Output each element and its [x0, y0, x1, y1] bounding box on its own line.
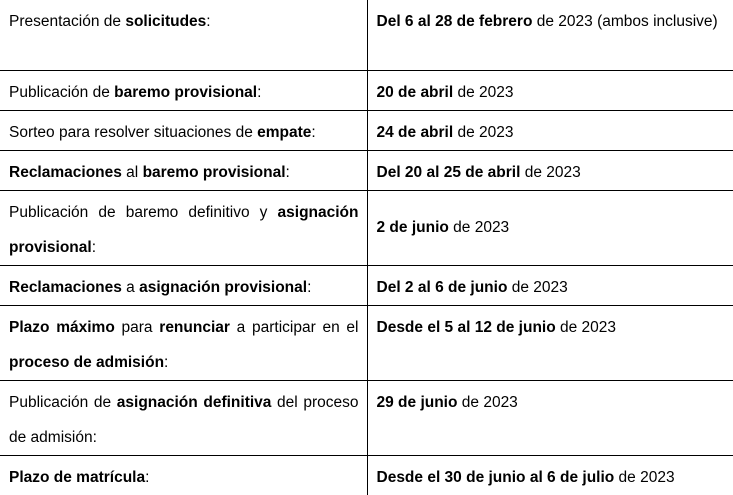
- bold-text: Del 6 al 28 de febrero: [376, 13, 533, 30]
- event-cell: [0, 190, 367, 265]
- table-row: [0, 0, 733, 70]
- text-segment: de 2023: [448, 219, 510, 236]
- table-row: [0, 110, 733, 150]
- bold-text: 2 de junio: [376, 219, 449, 236]
- text-segment: :: [307, 278, 312, 296]
- event-cell: [0, 0, 367, 70]
- date-cell: [367, 110, 733, 150]
- bold-text: solicitudes: [125, 13, 207, 30]
- bold-text: 29 de junio: [376, 393, 458, 411]
- text-segment: a participar en el: [229, 318, 359, 336]
- table-row: [0, 190, 733, 265]
- bold-text: Desde el 5 al 12 de junio: [376, 318, 556, 336]
- bold-text: Desde el 30 de junio al 6 de julio: [376, 468, 615, 486]
- bold-text: asignación definitiva: [116, 393, 272, 411]
- bold-text: Del 20 al 25 de abril: [376, 163, 521, 181]
- text-segment: de 2023: [520, 163, 581, 181]
- table-row: [0, 305, 733, 380]
- bold-text: baremo provisional: [142, 163, 286, 181]
- event-cell: [0, 150, 367, 190]
- bold-text: Del 2 al 6 de junio: [376, 278, 508, 296]
- text-segment: Sorteo para resolver situaciones de: [9, 123, 258, 141]
- event-cell: [0, 265, 367, 305]
- text-segment: de 2023 (ambos inclusive): [532, 13, 718, 30]
- text-segment: para: [114, 318, 160, 336]
- date-cell: [367, 0, 733, 70]
- text-segment: al: [121, 163, 143, 181]
- text-segment: de 2023: [555, 318, 617, 336]
- text-segment: a: [121, 278, 140, 296]
- bold-text: asignación provisional: [139, 278, 308, 296]
- text-segment: de 2023: [614, 468, 675, 486]
- text-segment: :: [164, 353, 169, 371]
- date-cell: [367, 70, 733, 110]
- date-cell: [367, 305, 733, 380]
- bold-text: Reclamaciones: [9, 278, 122, 296]
- bold-text: renunciar: [159, 318, 230, 336]
- text-segment: :: [145, 468, 150, 486]
- text-segment: de 2023: [453, 83, 514, 101]
- date-cell: [367, 380, 733, 455]
- table-row: [0, 70, 733, 110]
- text-segment: Publicación de: [9, 393, 117, 411]
- table-row: [0, 150, 733, 190]
- event-cell: [0, 70, 367, 110]
- bold-text: 20 de abril: [376, 83, 454, 101]
- bold-text: proceso de admisión: [9, 353, 165, 371]
- text-segment: :: [91, 238, 96, 256]
- bold-text: Plazo de matrícula: [9, 468, 146, 486]
- table-row: [0, 380, 733, 455]
- bold-text: 24 de abril: [376, 123, 454, 141]
- text-segment: :: [206, 13, 211, 30]
- bold-text: baremo provisional: [114, 83, 258, 101]
- bold-text: empate: [257, 123, 312, 141]
- bold-text: Plazo máximo: [9, 318, 115, 336]
- bold-text: asignación provisional: [9, 203, 359, 256]
- date-cell: [367, 150, 733, 190]
- text-segment: Publicación de: [9, 83, 115, 101]
- text-segment: de 2023: [457, 393, 518, 411]
- event-cell: [0, 305, 367, 380]
- text-segment: de 2023: [507, 278, 568, 296]
- bold-text: Reclamaciones: [9, 163, 122, 181]
- date-cell: [367, 265, 733, 305]
- text-segment: :: [285, 163, 290, 181]
- text-segment: :: [257, 83, 262, 101]
- text-segment: Presentación de: [9, 13, 126, 30]
- text-segment: de 2023: [453, 123, 514, 141]
- event-cell: [0, 380, 367, 455]
- text-segment: Publicación de baremo definitivo y: [9, 203, 278, 221]
- table-row: [0, 265, 733, 305]
- date-cell: [367, 190, 733, 265]
- text-segment: :: [311, 123, 316, 141]
- event-cell: [0, 110, 367, 150]
- text-segment: del proceso de admisión:: [9, 393, 359, 446]
